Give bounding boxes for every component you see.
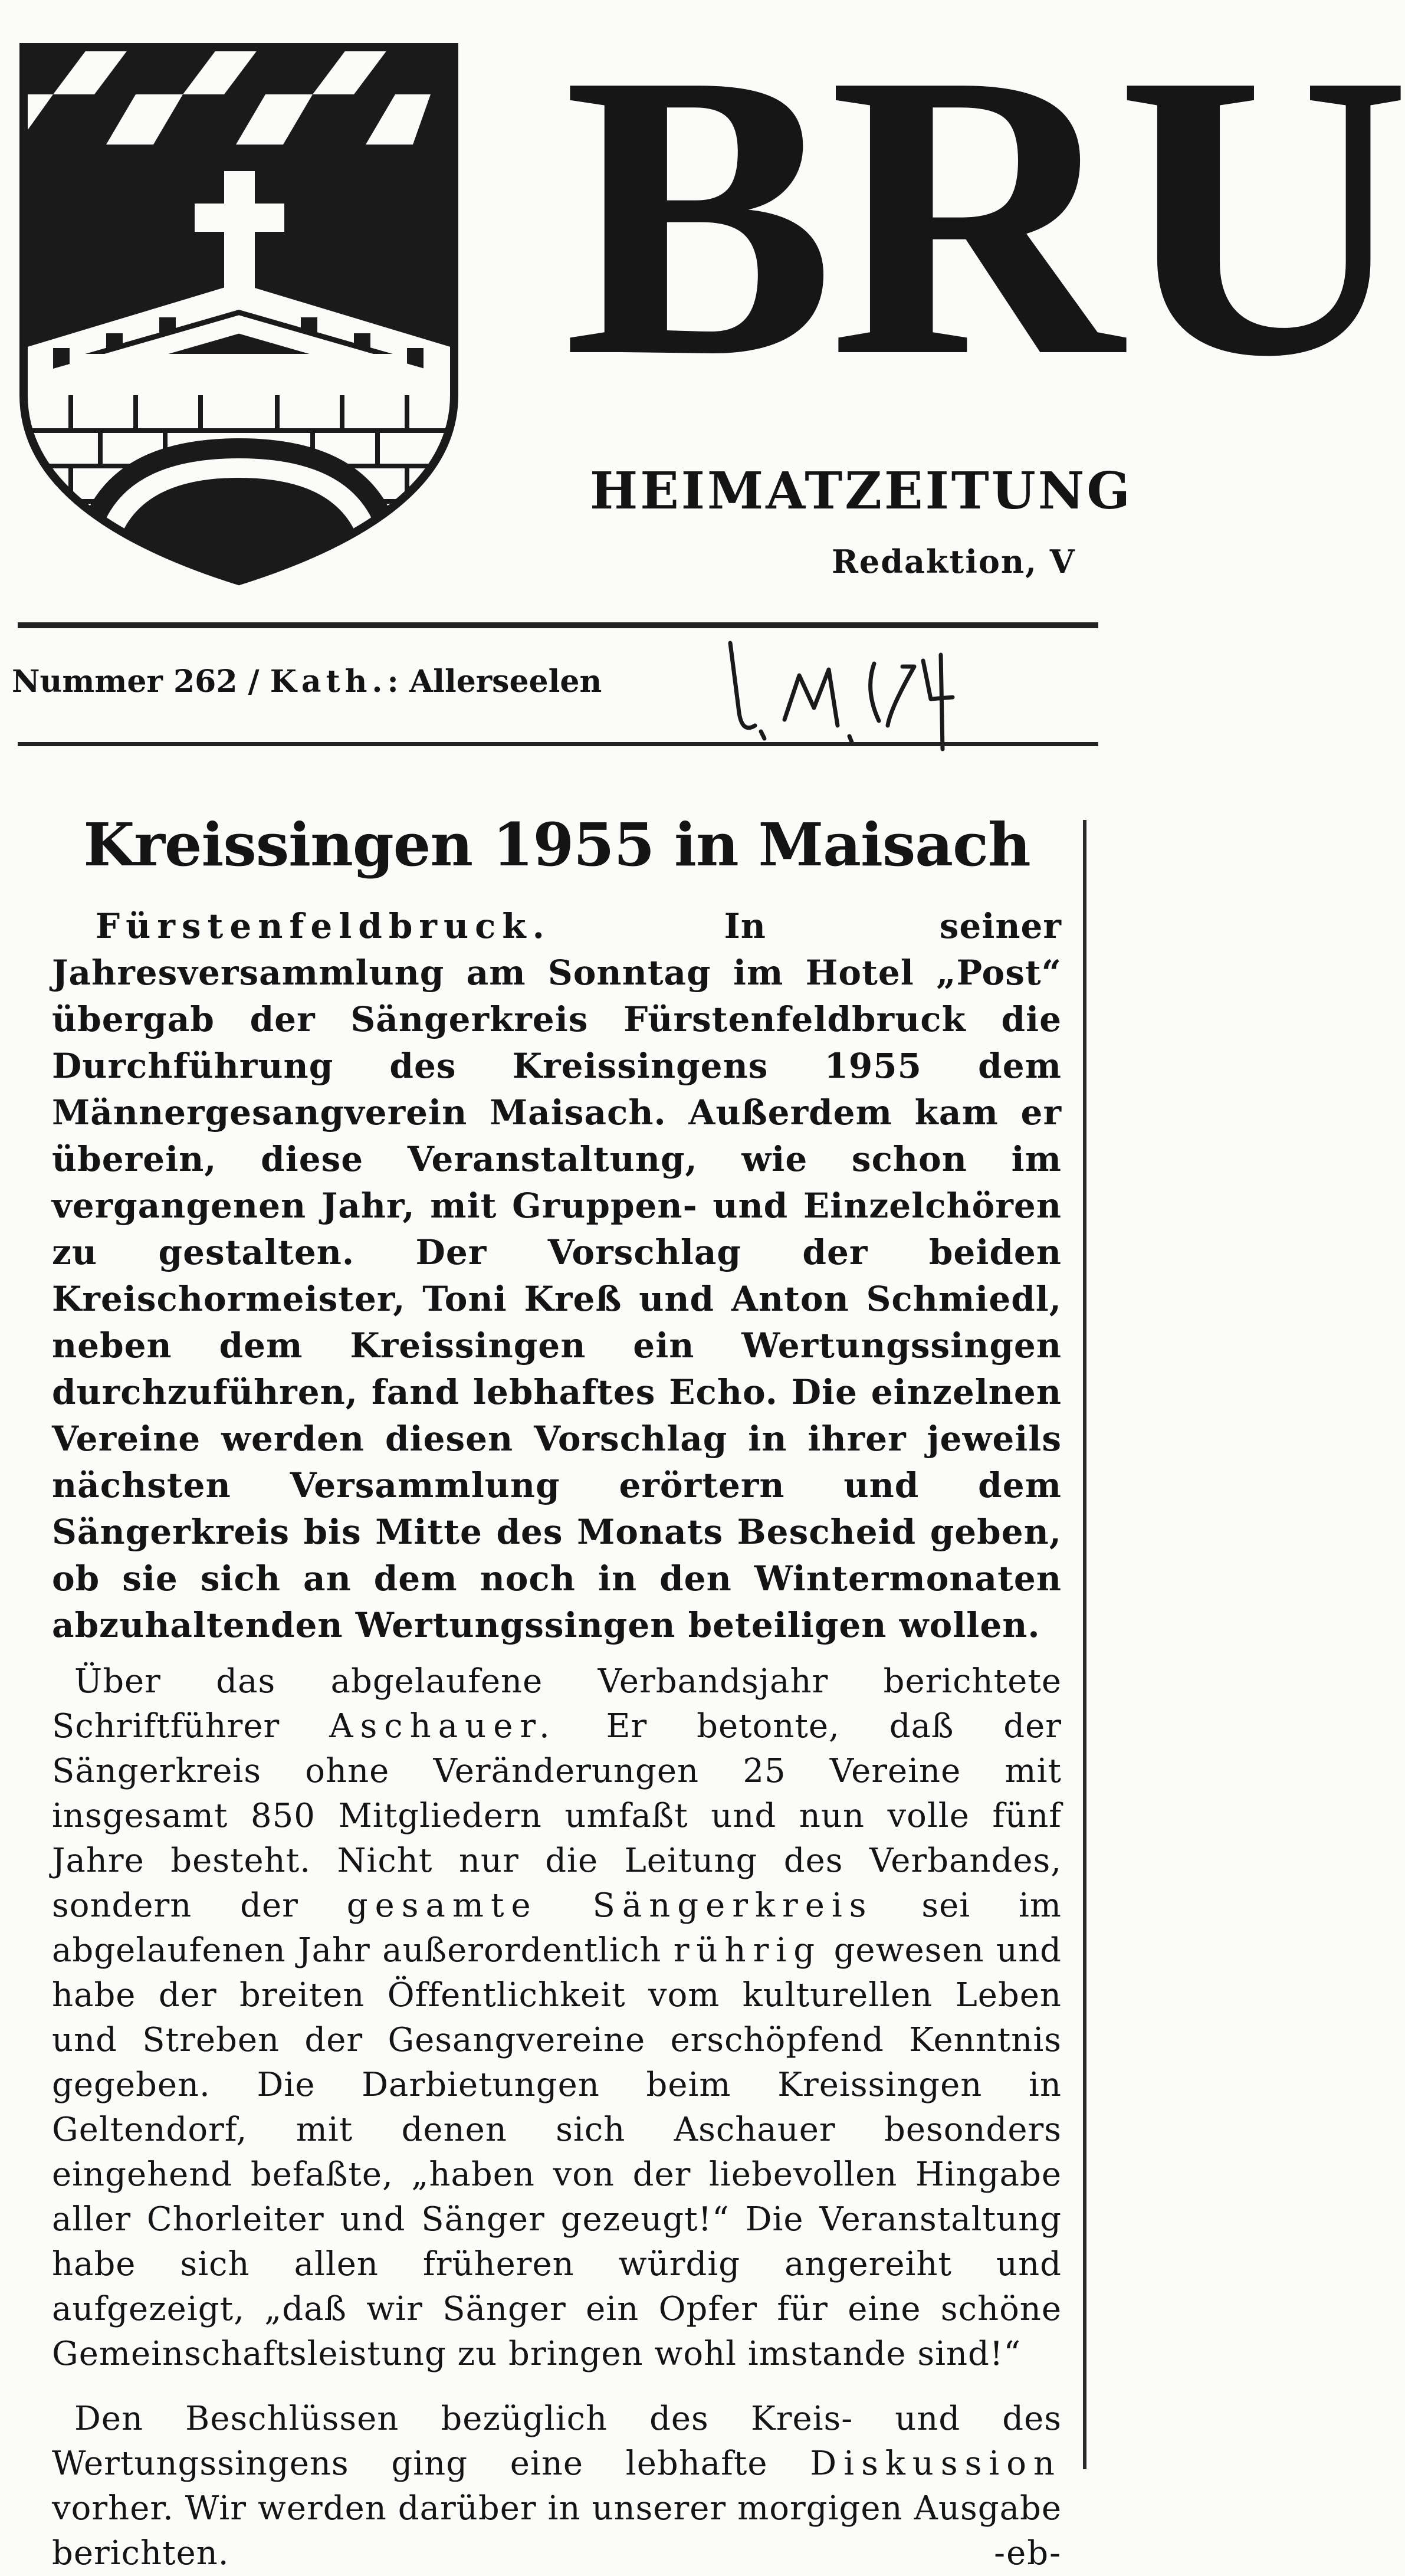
masthead-title: BRU xyxy=(563,0,1405,441)
article xyxy=(52,808,1062,2576)
article-paragraph-2 xyxy=(52,1659,1062,2377)
p2-spaced-aschauer: Aschauer. xyxy=(329,1707,557,1745)
redaktion-line: Redaktion, V xyxy=(832,543,1076,580)
handwritten-date-signature xyxy=(720,631,967,761)
issue-rule xyxy=(18,742,1098,746)
author-initials: -eb- xyxy=(994,2534,1062,2572)
p3-text-a: Den Beschlüssen bezüglich des Kreis- und des Wertungssingens ging eine lebhafte xyxy=(52,2400,1062,2483)
p3-text-c: vorher. Wir werden darüber in unserer morgigen Ausgabe berichten. xyxy=(52,2489,1062,2572)
p2-text-g: gewesen und habe der breiten Öffentlichkeit vom kulturellen Leben und Streben der Gesangvereine erschöpfend Kenntnis gegeben. Die Darbietungen beim Kreissingen in Geltendorf, mit denen sich Aschauer besonders eingehend befaßte, „haben von der liebevollen Hingabe aller Chorleiter und Sänger gezeugt!“ Die Veranstaltung habe sich allen früheren würdig angereiht und aufgezeigt, „daß wir Sänger ein Opfer für eine schöne Gemeinschaftsleistung zu bringen wohl imstande sind!“ xyxy=(52,1931,1062,2373)
issue-line xyxy=(12,664,602,700)
dateline: Fürstenfeldbruck. xyxy=(96,906,551,946)
p2-text-e: sei im abgelaufenen Jahr außerordentlich xyxy=(52,1886,1062,1970)
top-rule xyxy=(18,622,1098,628)
p2-text-a: Über das abgelaufene Verbandsjahr berichtete Schriftführer xyxy=(52,1662,1062,1745)
coat-of-arms-logo xyxy=(18,41,460,584)
article-headline: Kreissingen 1955 in Maisach xyxy=(83,810,1030,880)
p3-spaced-diskussion: Diskussion xyxy=(810,2444,1062,2483)
column-divider xyxy=(1083,820,1086,2469)
p2-text-c: Er betonte, daß der Sängerkreis ohne Veränderungen 25 Vereine mit insgesamt 850 Mitgliedern umfaßt und nun volle fünf Jahre besteht. Nicht nur die Leitung des Verbandes, sondern der xyxy=(52,1707,1062,1925)
issue-feast: : Allerseelen xyxy=(387,664,602,700)
p2-spaced-ruehrig: rührig xyxy=(673,1931,822,1970)
article-lead xyxy=(52,903,1062,1649)
p2-spaced-saengerkreis: gesamte Sängerkreis xyxy=(346,1886,874,1925)
masthead-subtitle: HEIMATZEITUNG xyxy=(590,461,1132,521)
issue-kath: Kath. xyxy=(270,664,388,700)
article-paragraph-3 xyxy=(52,2397,1062,2576)
issue-number: Nummer 262 / xyxy=(12,664,260,700)
lead-text: In seiner Jahresversammlung am Sonntag im Hotel „Post“ übergab der Sängerkreis Fürstenfeldbruck die Durchführung des Kreissingens 1955 dem Männergesangverein Maisach. Außerdem kam er überein, diese Veranstaltung, wie schon im vergangenen Jahr, mit Gruppen- und Einzelchören zu gestalten. Der Vorschlag der beiden Kreischormeister, Toni Kreß und Anton Schmiedl, neben dem Kreissingen ein Wertungssingen durchzuführen, fand lebhaftes Echo. Die einzelnen Vereine werden diesen Vorschlag in ihrer jeweils nächsten Versammlung erörtern und dem Sängerkreis bis Mitte des Monats Bescheid geben, ob sie sich an dem noch in den Wintermonaten abzuhaltenden Wertungssingen beteiligen wollen. xyxy=(52,906,1062,1645)
